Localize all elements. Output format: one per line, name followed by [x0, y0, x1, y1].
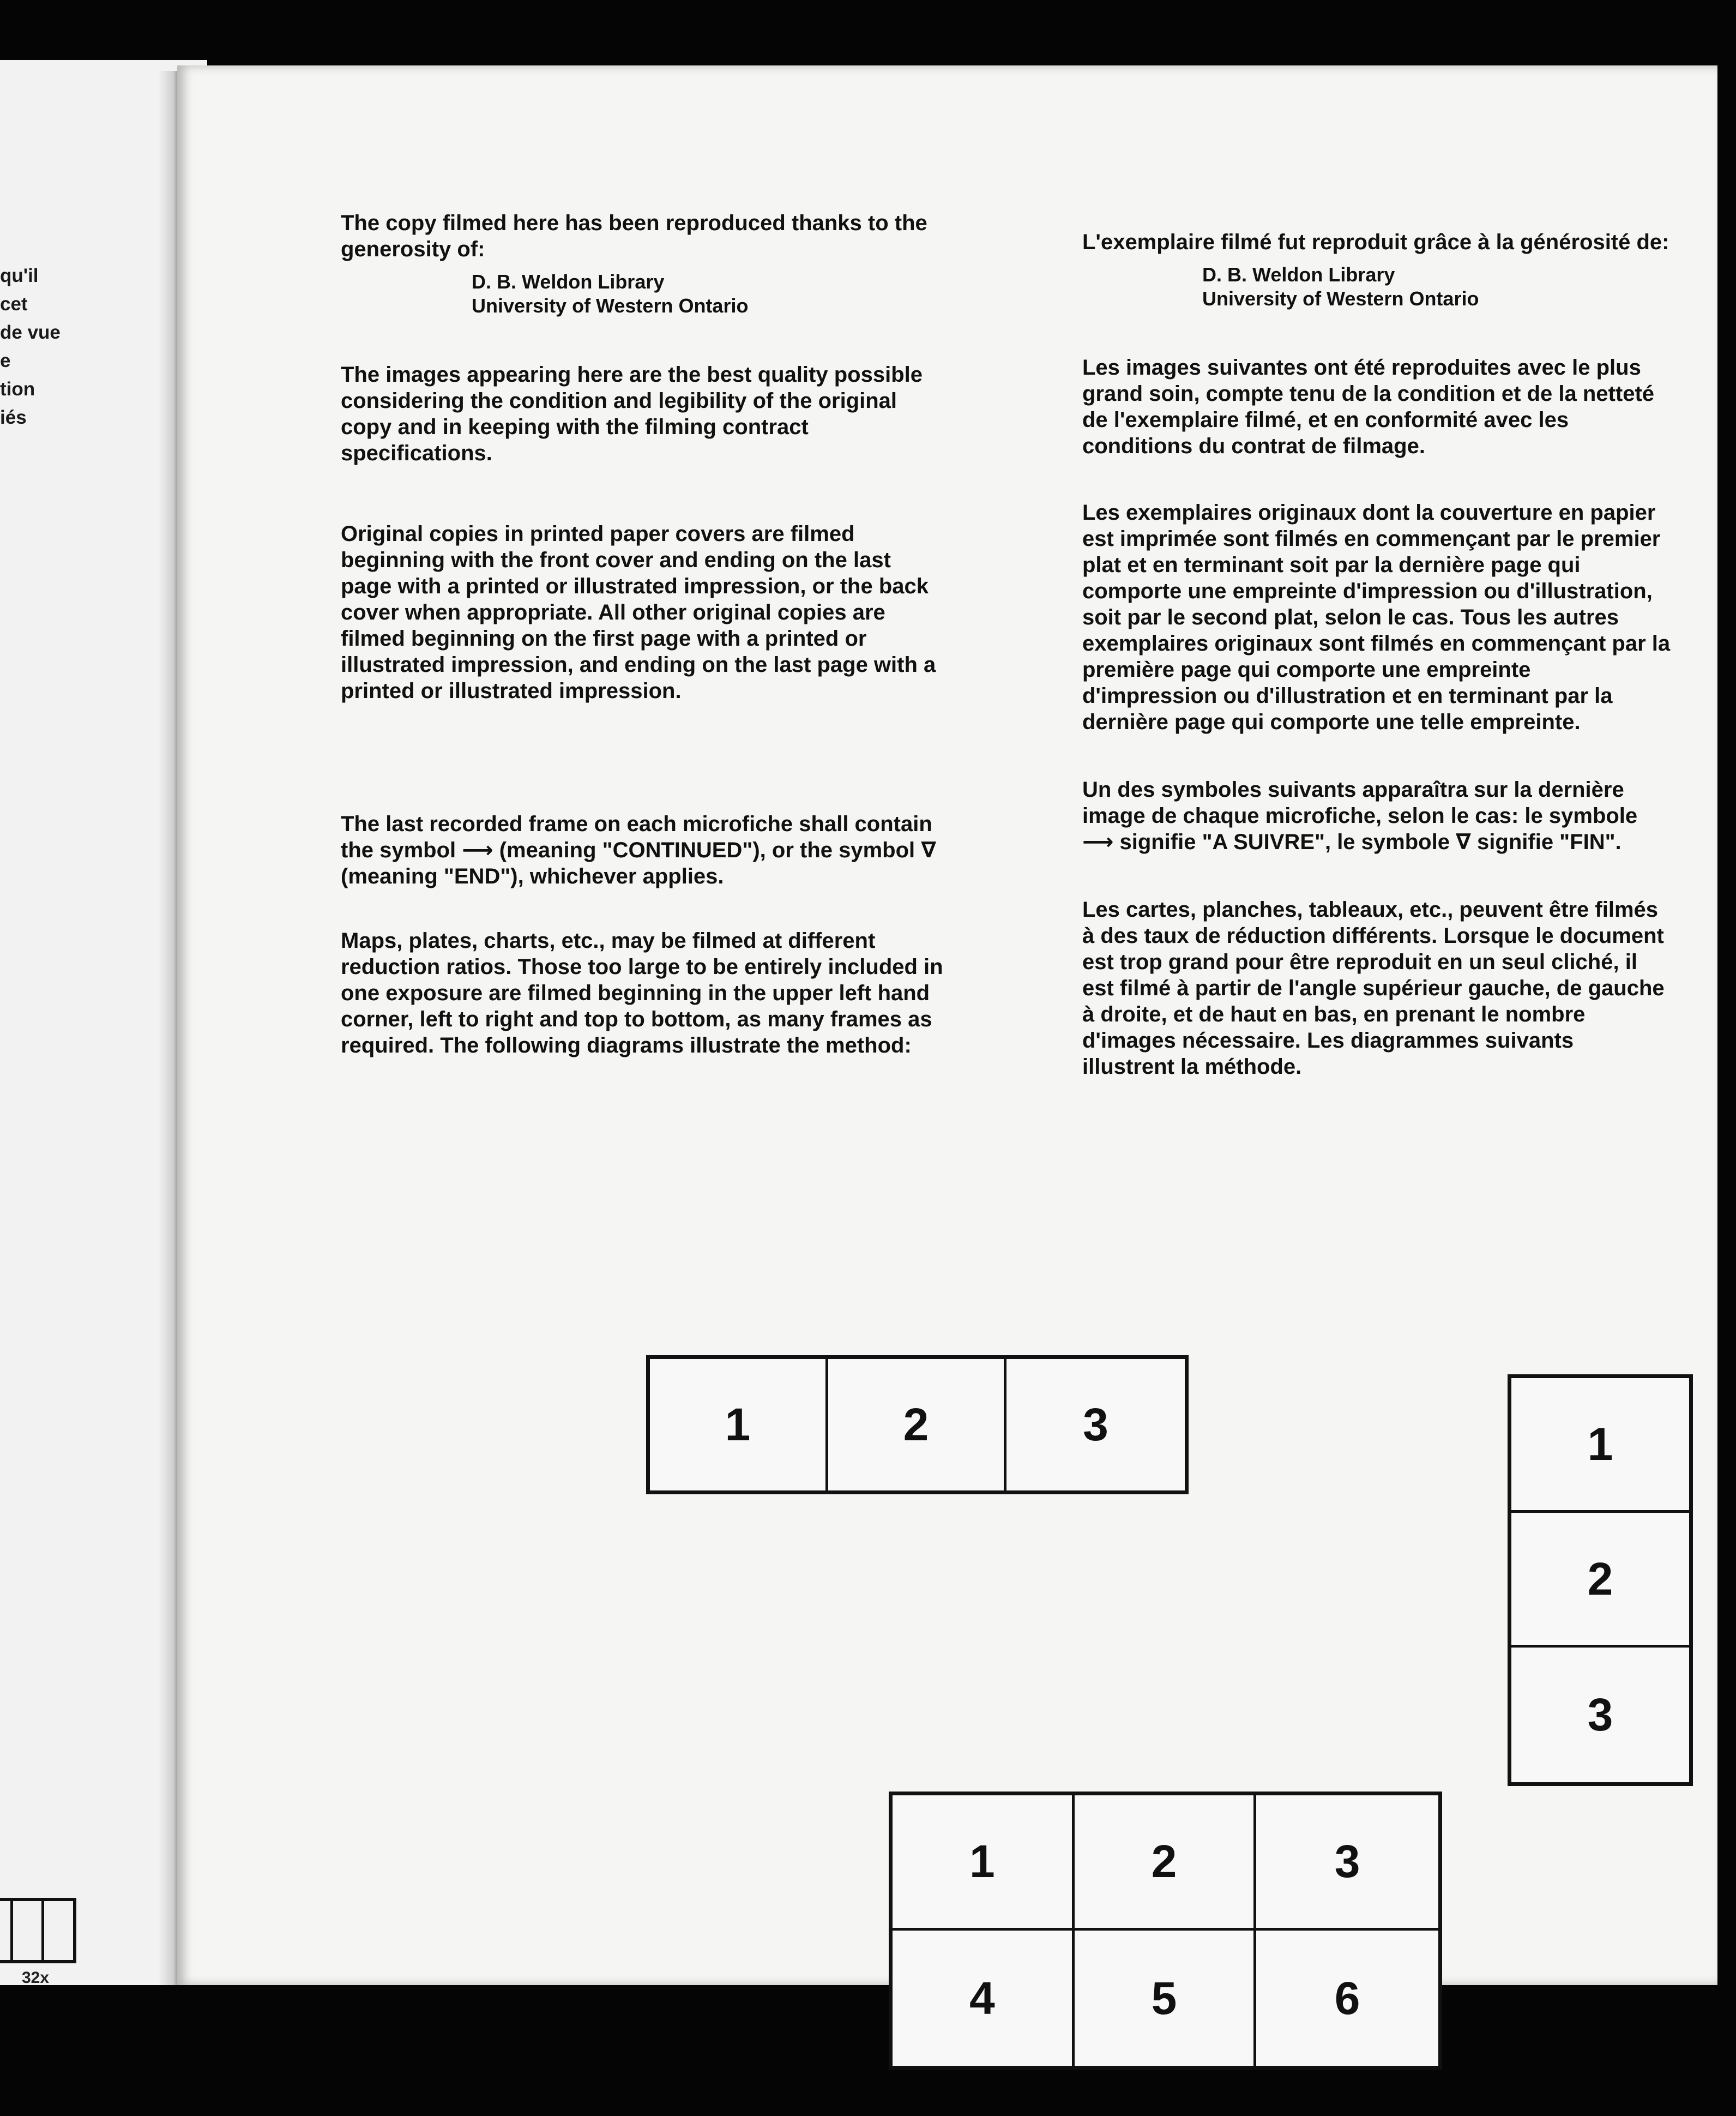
diagram-cell: 3 — [1083, 1399, 1108, 1450]
diagram-cell: 5 — [1075, 1931, 1257, 2066]
fragment-line: cet — [0, 293, 28, 315]
diagram-cell: 1 — [893, 1795, 1075, 1931]
reduction-label: 32x — [22, 1969, 50, 1987]
left-fragment-text — [0, 262, 71, 432]
diagram-cell: 2 — [828, 1359, 1006, 1490]
diagram-cell: 4 — [893, 1931, 1075, 2066]
english-para-original: Original copies in printed paper covers are filmed beginning with the front cover and ending on the last page with a printed or illustrated impression, or the back cover when appropriate. All other original copies are filmed beginning on the first page with a printed or illustrated impression, and ending on the last page with a printed or illustrated impression. — [341, 522, 936, 703]
diagram-cell: 2 — [1511, 1513, 1689, 1648]
english-intro: The copy filmed here has been reproduced thanks to the generosity of: — [341, 211, 927, 261]
diagram-cell: 1 — [1511, 1378, 1689, 1513]
diagram-cell: 2 — [1075, 1795, 1257, 1931]
diagram-cell: 3 — [1587, 1689, 1613, 1740]
french-para-quality: Les images suivantes ont été reproduites avec le plus grand soin, compte tenu de la condition et de la netteté de l'exemplaire filmé, et en conformité avec les conditions du contrat de filmage. — [1082, 356, 1655, 458]
fragment-diagram — [0, 1898, 76, 1963]
diagram-grid — [889, 1792, 1442, 2070]
french-para-maps: Les cartes, planches, tableaux, etc., peuvent être filmés à des taux de réduction différents. Lorsque le document est trop grand pour être reproduit en un seul cliché, il est filmé à partir de l'angle supérieur gauche, de gauche à droite, et de haut en bas, en prenant le nombre d'images nécessaire. Les diagrammes suivants illustrent la méthode. — [1082, 898, 1665, 1079]
french-column — [1082, 229, 1671, 1080]
fragment-line: qu'il — [0, 265, 39, 286]
fragment-line: iés — [0, 407, 27, 428]
french-library-name: D. B. Weldon Library — [1202, 263, 1395, 286]
english-column — [341, 210, 946, 1059]
french-para-symbol: Un des symboles suivants apparaîtra sur la dernière image de chaque microfiche, selon le cas: le symbole ⟶ signifie "A SUIVRE", le symbole ∇ signifie "FIN". — [1082, 778, 1638, 854]
english-library-university: University of Western Ontario — [472, 294, 749, 317]
fragment-line: tion — [0, 378, 35, 400]
fragment-line: e — [0, 350, 11, 371]
english-para-maps: Maps, plates, charts, etc., may be filmed at different reduction ratios. Those too large to be entirely included in one exposure are filmed beginning in the upper left hand corner, left to right and top to bottom, as many frames as required. The following diagrams illustrate the method: — [341, 929, 943, 1057]
french-intro: L'exemplaire filmé fut reproduit grâce à la générosité de: — [1082, 230, 1669, 254]
diagram-horizontal — [646, 1355, 1189, 1494]
main-page — [177, 65, 1717, 2024]
english-library-name: D. B. Weldon Library — [472, 270, 665, 293]
diagram-cell: 3 — [1256, 1795, 1438, 1931]
diagram-cell: 1 — [650, 1359, 828, 1490]
english-para-quality: The images appearing here are the best quality possible considering the condition and legibility of the original copy and in keeping with the filming contract specifications. — [341, 363, 923, 465]
diagram-vertical — [1508, 1374, 1693, 1786]
french-para-original: Les exemplaires originaux dont la couverture en papier est imprimée sont filmés en commençant par le premier plat et en terminant soit par la dernière page qui comporte une empreinte d'impression ou d'illustration, soit par le second plat, selon le cas. Tous les autres exemplaires originaux sont filmés en commençant par la première page qui comporte une empreinte d'impression ou d'illustration et en terminant par la dernière page qui comporte une telle empreinte. — [1082, 501, 1671, 734]
diagram-cell: 6 — [1334, 1972, 1360, 2024]
english-para-symbol: The last recorded frame on each microfiche shall contain the symbol ⟶ (meaning "CONTINUED"), or the symbol ∇ (meaning "END"), whichever applies. — [341, 812, 937, 888]
fragment-line: de vue — [0, 322, 61, 343]
french-library-university: University of Western Ontario — [1202, 287, 1479, 310]
